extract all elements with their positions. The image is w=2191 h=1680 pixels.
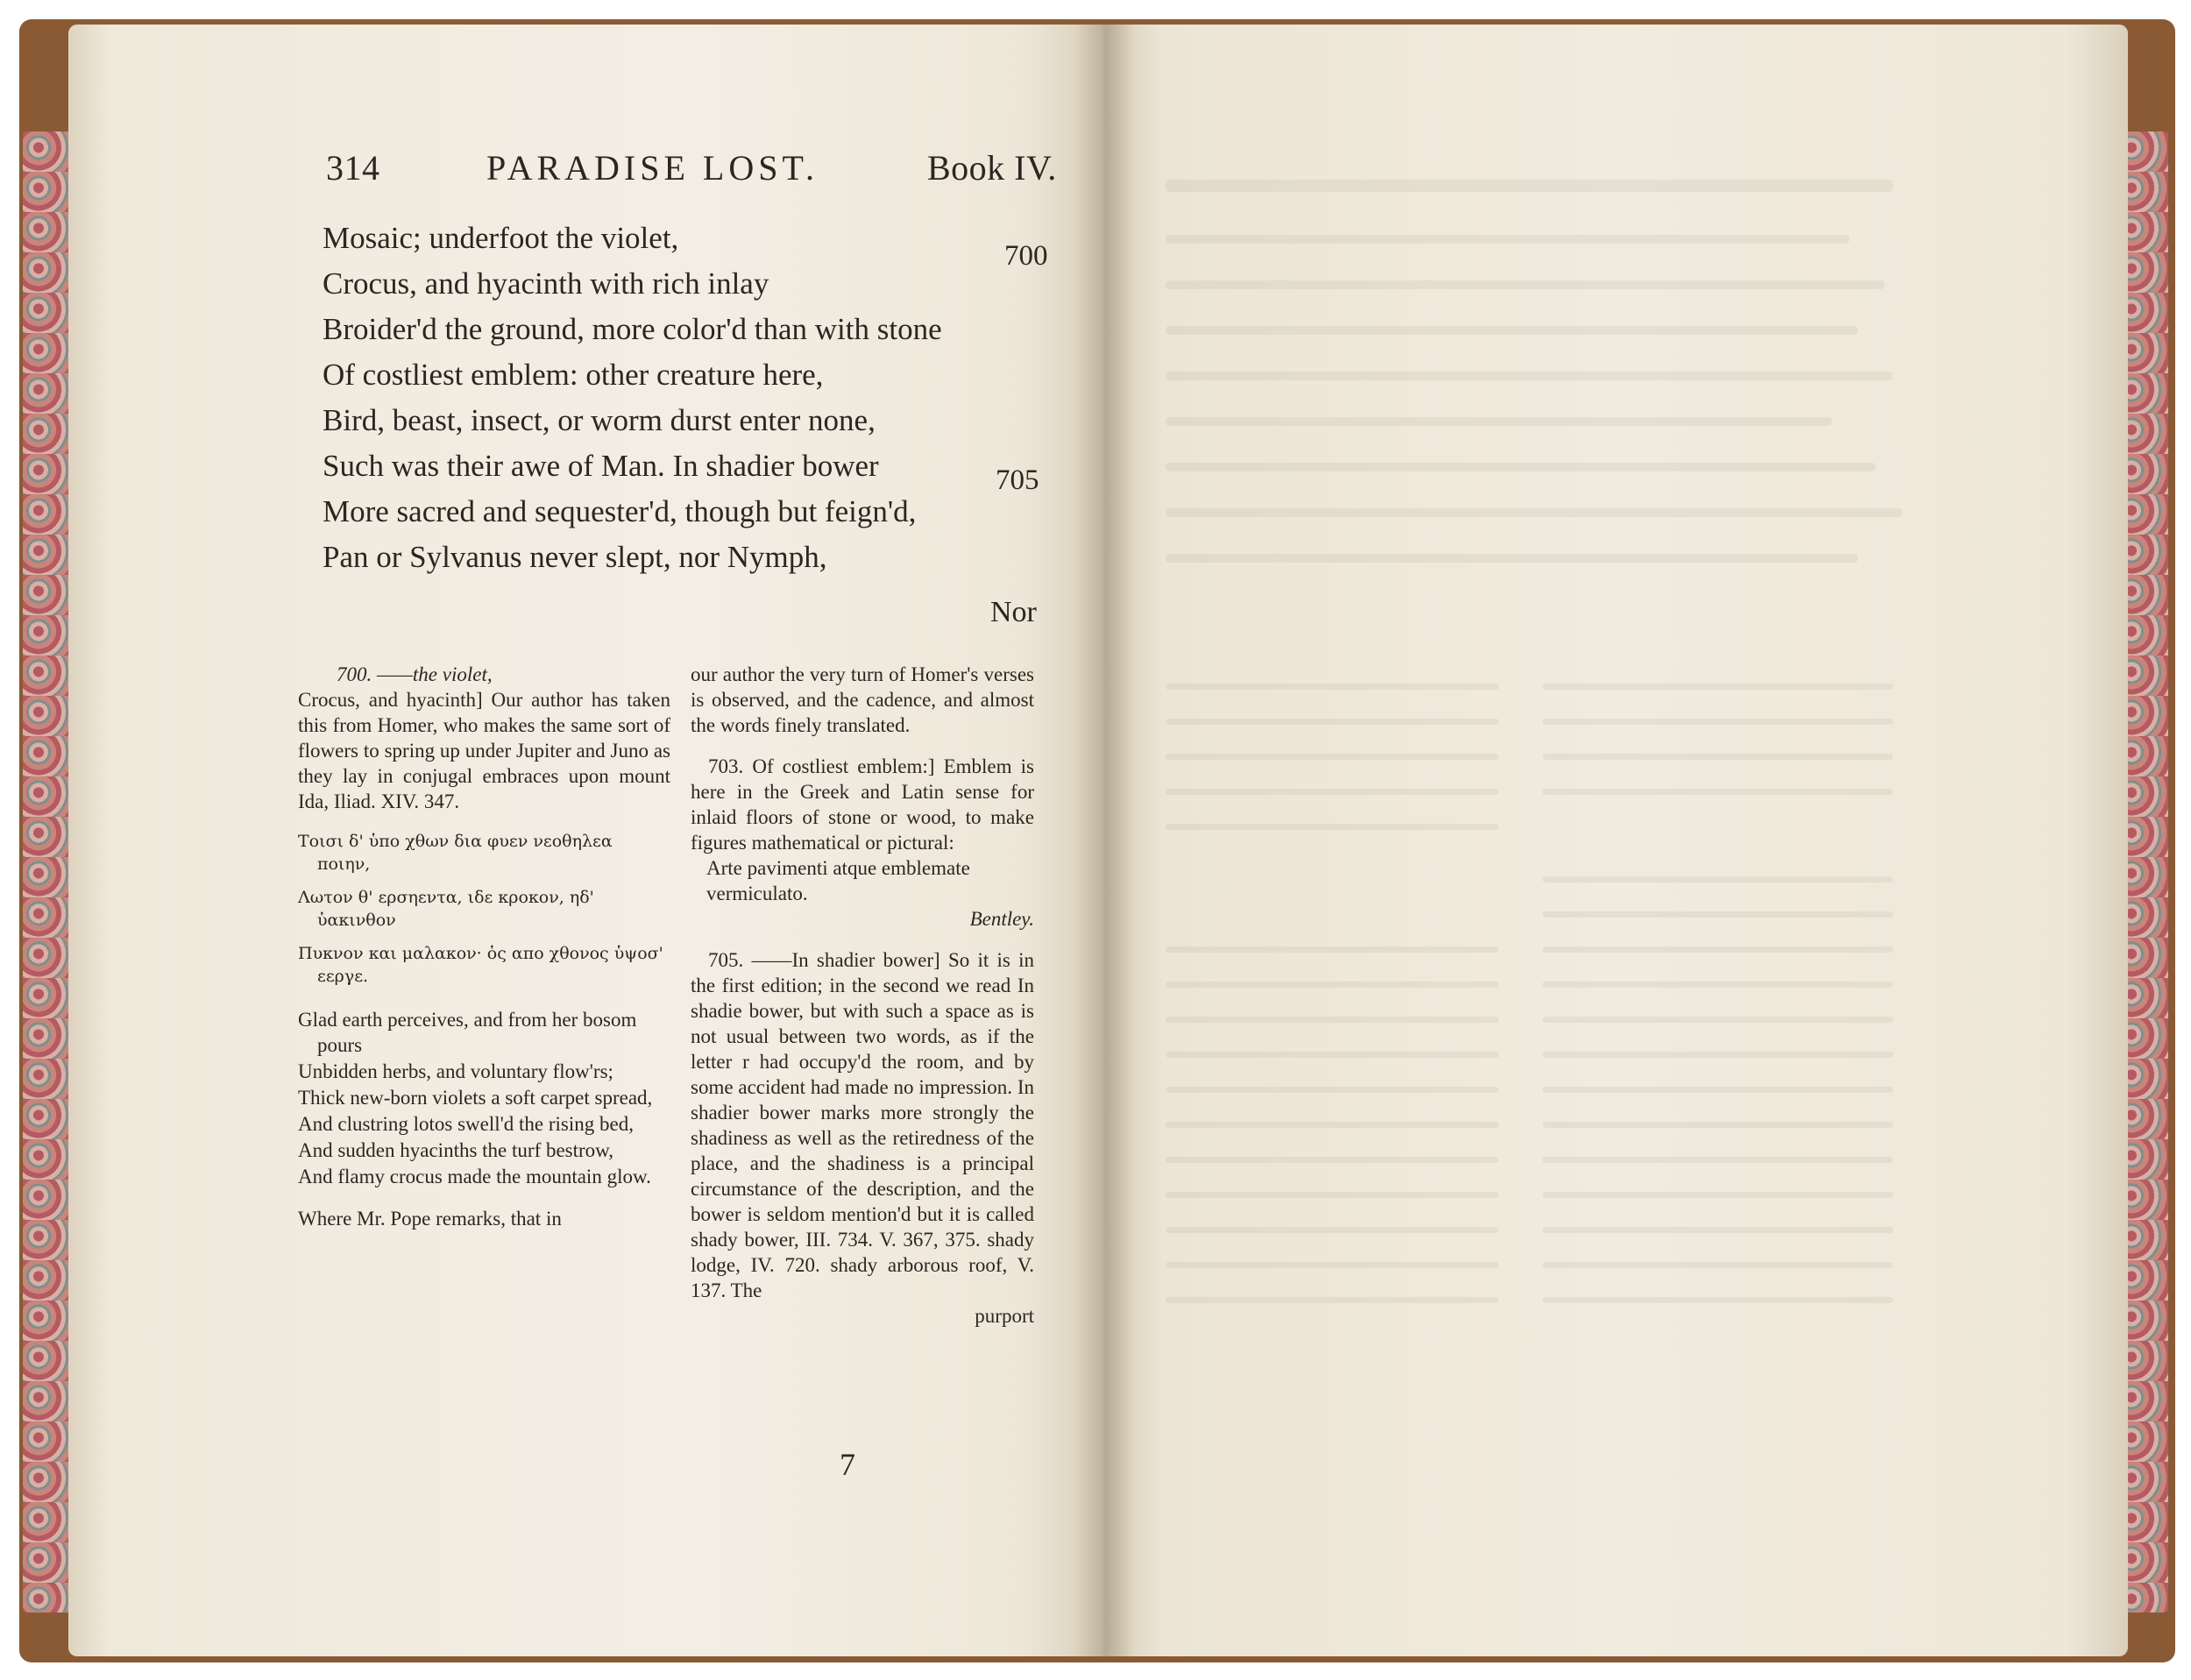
- page-number: 314: [326, 148, 380, 188]
- note-pope-remark: Where Mr. Pope remarks, that in: [298, 1208, 562, 1230]
- line-number: 705: [996, 464, 1039, 496]
- line-number: 700: [1004, 240, 1048, 272]
- poem-line: Of costliest emblem: other creature here,: [323, 358, 824, 392]
- note-703: 703. Of costliest emblem:] Emblem is here in the Greek and Latin sense for inlaid floors of stone or wood, to make figures mathematical or pictural:: [691, 755, 1034, 854]
- translation-line: And sudden hyacinths the turf bestrow,: [298, 1139, 614, 1161]
- catchword-poem: Nor: [990, 596, 1037, 628]
- greek-line: Πυκνον και μαλακον· ὁς απο χθονος ὑψοσ' εεργε.: [298, 944, 663, 986]
- catchword-note: purport: [975, 1305, 1034, 1327]
- book-gutter: [1074, 25, 1135, 1656]
- note-700-head: 700. ——the violet,: [337, 663, 493, 685]
- poem-line: More sacred and sequester'd, though but feign'd,: [323, 494, 917, 528]
- footnote-column-left: [298, 662, 670, 1231]
- pope-translation: [298, 1007, 670, 1189]
- translation-line: And flamy crocus made the mountain glow.: [298, 1166, 651, 1187]
- latin-quote: Arte pavimenti atque emblemate vermiculato.: [706, 857, 970, 904]
- greek-line: Τοισι δ' ὑπο χθων δια φυεν νεοθηλεα ποιην,: [298, 832, 613, 874]
- translation-line: Thick new-born violets a soft carpet spread,: [298, 1087, 653, 1109]
- translation-line: Unbidden herbs, and voluntary flow'rs;: [298, 1060, 613, 1082]
- translation-line: And clustring lotos swell'd the rising bed,: [298, 1113, 634, 1135]
- signature-mark: 7: [840, 1447, 855, 1482]
- running-title: PARADISE LOST.: [486, 148, 819, 188]
- greek-line: Λωτον θ' ερσηεντα, ιδε κροκον, ηδ' ὑακινθον: [298, 888, 594, 930]
- marbled-edge-left: [23, 131, 75, 1613]
- note-705: 705. ——In shadier bower] So it is in the first edition; in the second we read In shadie bower, but with such a space as is not usual between two words, as if the letter r had occupy'd the room, and by some accident had made no impression. In shadier bower marks more strongly the shadiness as well as the retiredness of the place, and the shadiness is a principal circumstance of the description, and the bower is seldom mention'd but it is called shady bower, III. 734. V. 367, 375. shady lodge, IV. 720. shady arborous roof, V. 137. The: [691, 949, 1034, 1301]
- bentley-attribution: Bentley.: [969, 908, 1034, 930]
- right-page: [1103, 25, 2128, 1656]
- poem-line: Mosaic; underfoot the violet,: [323, 221, 679, 255]
- poem-line: Bird, beast, insect, or worm durst enter none,: [323, 403, 876, 437]
- book-label: Book IV.: [927, 148, 1057, 188]
- translation-line: Glad earth perceives, and from her bosom pours: [298, 1009, 637, 1056]
- poem-line: Broider'd the ground, more color'd than with stone: [323, 312, 942, 346]
- poem-line: Pan or Sylvanus never slept, nor Nymph,: [323, 540, 827, 574]
- greek-quotation: [298, 830, 670, 988]
- footnote-column-right: [691, 662, 1034, 1329]
- note-700-body: Crocus, and hyacinth] Our author has taken this from Homer, who makes the same sort of flowers to spring up under Jupiter and Juno as they lay in conjugal embraces upon mount Ida, Iliad. XIV. 347.: [298, 689, 670, 812]
- note-continuation: our author the very turn of Homer's verses is observed, and the cadence, and almost the words finely translated.: [691, 663, 1034, 736]
- poem-line: Such was their awe of Man. In shadier bower: [323, 449, 879, 483]
- poem-line: Crocus, and hyacinth with rich inlay: [323, 266, 769, 301]
